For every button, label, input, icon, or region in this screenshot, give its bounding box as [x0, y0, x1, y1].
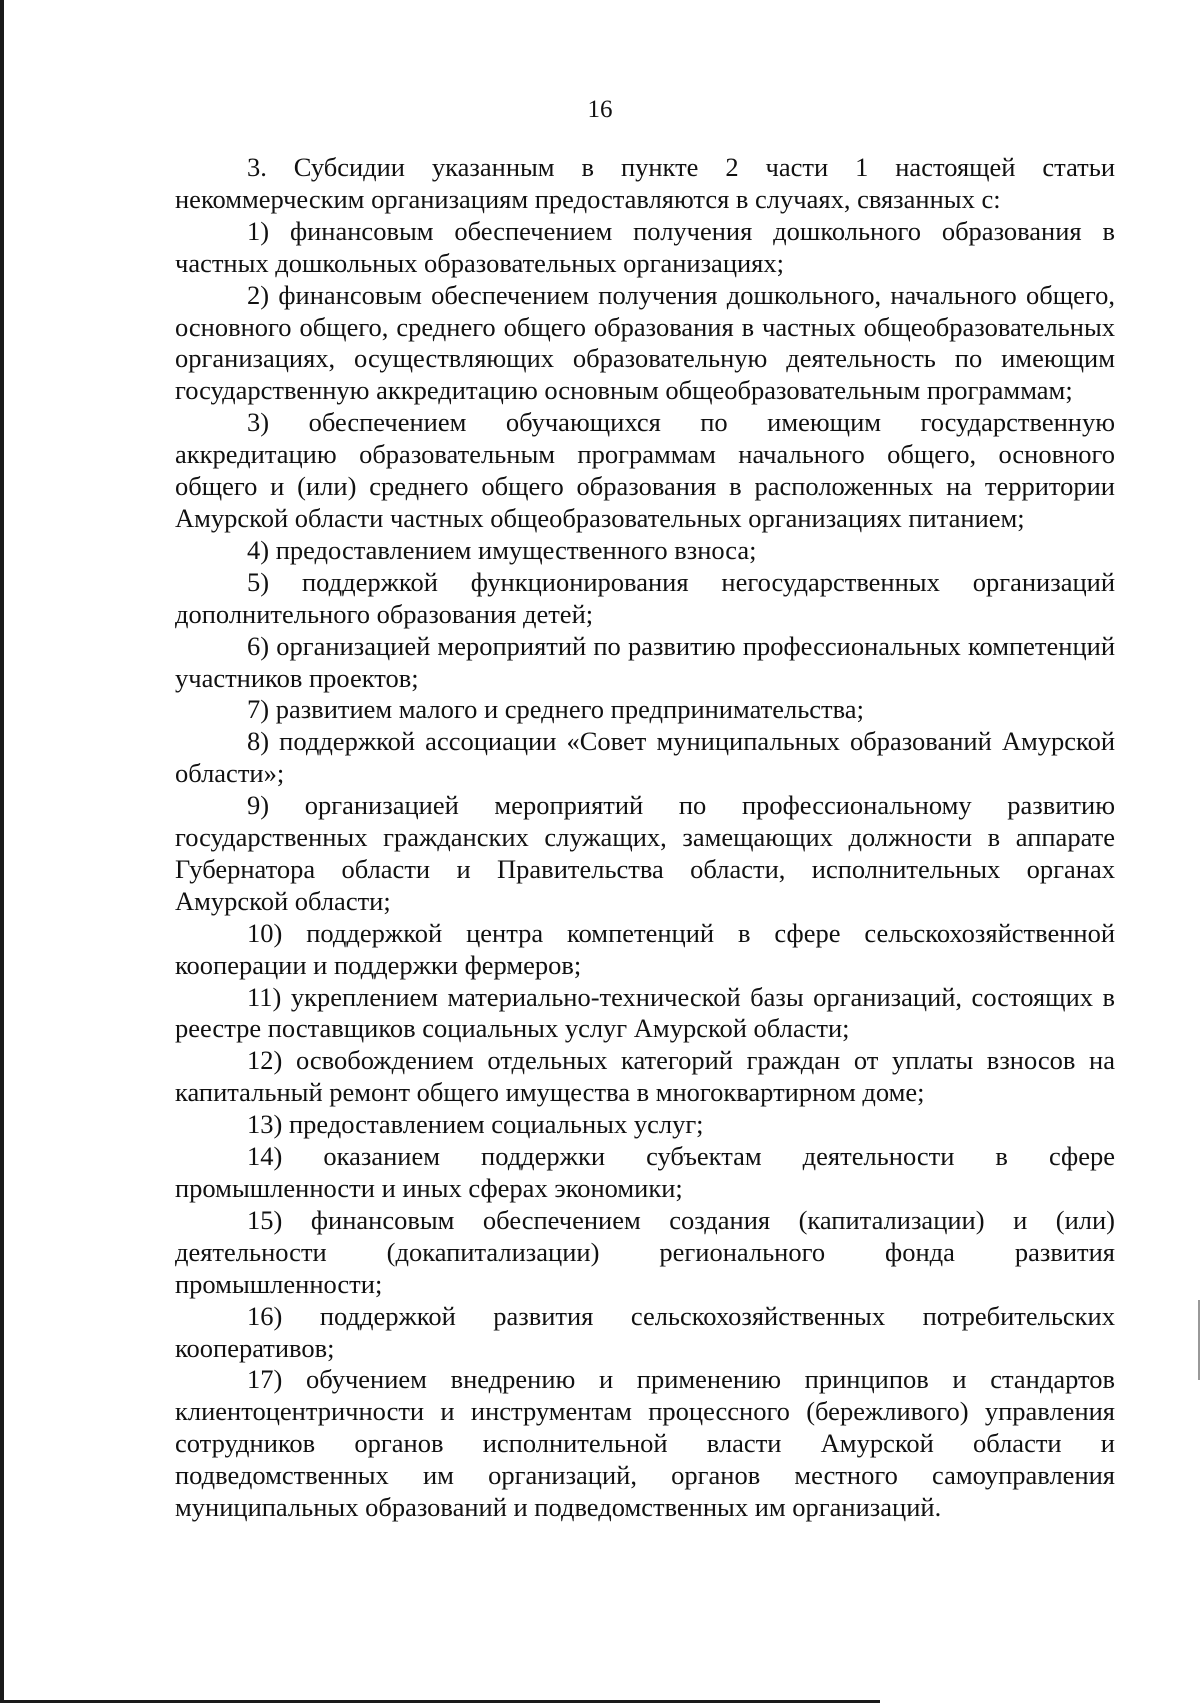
list-item [175, 1141, 1115, 1205]
list-item [175, 726, 1115, 790]
item-number: 14) [247, 1141, 283, 1172]
item-text: поддержкой развития сельскохозяйственных потребительских кооперативов; [175, 1300, 1115, 1363]
item-text: финансовым обеспечением получения дошкольного, начального общего, основного общего, среднего общего образования в частных общеобразовательных организациях, осуществляющих образовательную деятельность по имеющим государственную аккредитацию основным общеобразовательным программам; [175, 279, 1116, 406]
item-number: 16) [247, 1300, 283, 1331]
page-number: 16 [587, 96, 613, 123]
item-number: 3) [247, 407, 270, 438]
item-number: 1) [247, 215, 270, 246]
item-number: 17) [247, 1364, 283, 1395]
list-item [175, 1364, 1115, 1524]
list-item [175, 407, 1115, 535]
list-item [175, 567, 1115, 631]
item-number: 9) [247, 790, 270, 821]
item-number: 2) [247, 279, 270, 310]
item-text: развитием малого и среднего предпринимательства; [275, 694, 864, 725]
item-number: 13) [247, 1109, 283, 1140]
item-number: 12) [247, 1045, 283, 1076]
item-text: оказанием поддержки субъектам деятельности в сфере промышленности и иных сферах экономики; [175, 1141, 1115, 1203]
article-body [175, 152, 1115, 1524]
list-item [175, 1045, 1115, 1109]
item-text: финансовым обеспечением создания (капитализации) и (или) деятельности (докапитализации) регионального фонда развития промышленности; [175, 1204, 1116, 1299]
item-number: 5) [247, 566, 270, 597]
item-text: поддержкой функционирования негосударственных организаций дополнительного образования детей; [175, 566, 1116, 629]
item-text: обучением внедрению и применению принципов и стандартов клиентоцентричности и инструментам процессного (бережливого) управления сотрудников органов исполнительной власти Амурской области и подведомственных им организаций, органов местного самоуправления муниципальных образований и подведомственных им организаций. [175, 1364, 1115, 1523]
item-text: поддержкой центра компетенций в сфере сельскохозяйственной кооперации и поддержки фермеров; [175, 917, 1116, 980]
list-item [175, 1205, 1115, 1301]
item-text: поддержкой ассоциации «Совет муниципальных образований Амурской области»; [175, 726, 1116, 789]
item-number: 4) [247, 534, 270, 565]
item-text: финансовым обеспечением получения дошкольного образования в частных дошкольных образовательных организациях; [175, 215, 1115, 278]
item-number: 7) [247, 694, 270, 725]
item-text: предоставлением социальных услуг; [288, 1109, 704, 1140]
list-item [175, 216, 1115, 280]
item-text: обеспечением обучающихся по имеющим государственную аккредитацию образовательным программам начального общего, основного общего и (или) среднего общего образования в расположенных на территории Амурской области частных общеобразовательных организациях питанием; [175, 407, 1115, 533]
item-number: 11) [247, 981, 282, 1012]
item-text: организацией мероприятий по профессиональному развитию государственных гражданских служащих, замещающих должности в аппарате Губернатора области и Правительства области, исполнительных органах Амурской области; [175, 790, 1115, 916]
list-item [175, 535, 1115, 567]
list-item [175, 631, 1115, 695]
item-text: освобождением отдельных категорий граждан от уплаты взносов на капитальный ремонт общего имущества в многоквартирном доме; [175, 1045, 1115, 1108]
item-number: 6) [247, 630, 270, 661]
item-text: предоставлением имущественного взноса; [275, 534, 757, 565]
item-text: организацией мероприятий по развитию профессиональных компетенций участников проектов; [175, 630, 1115, 693]
list-item [175, 918, 1115, 982]
list-item [175, 1109, 1115, 1141]
item-text: укреплением материально-технической базы организаций, состоящих в реестре поставщиков социальных услуг Амурской области; [175, 981, 1116, 1044]
list-item [175, 982, 1115, 1046]
list-item [175, 1301, 1115, 1365]
item-number: 10) [247, 917, 283, 948]
list-item [175, 790, 1115, 918]
item-number: 8) [247, 726, 270, 757]
scan-edge-left [0, 0, 4, 1703]
list-item [175, 694, 1115, 726]
list-item [175, 280, 1115, 408]
intro-paragraph: 3. Субсидии указанным в пункте 2 части 1 настоящей статьи некоммерческим организациям предоставляются в случаях, связанных с: [175, 152, 1115, 214]
item-number: 15) [247, 1204, 283, 1235]
